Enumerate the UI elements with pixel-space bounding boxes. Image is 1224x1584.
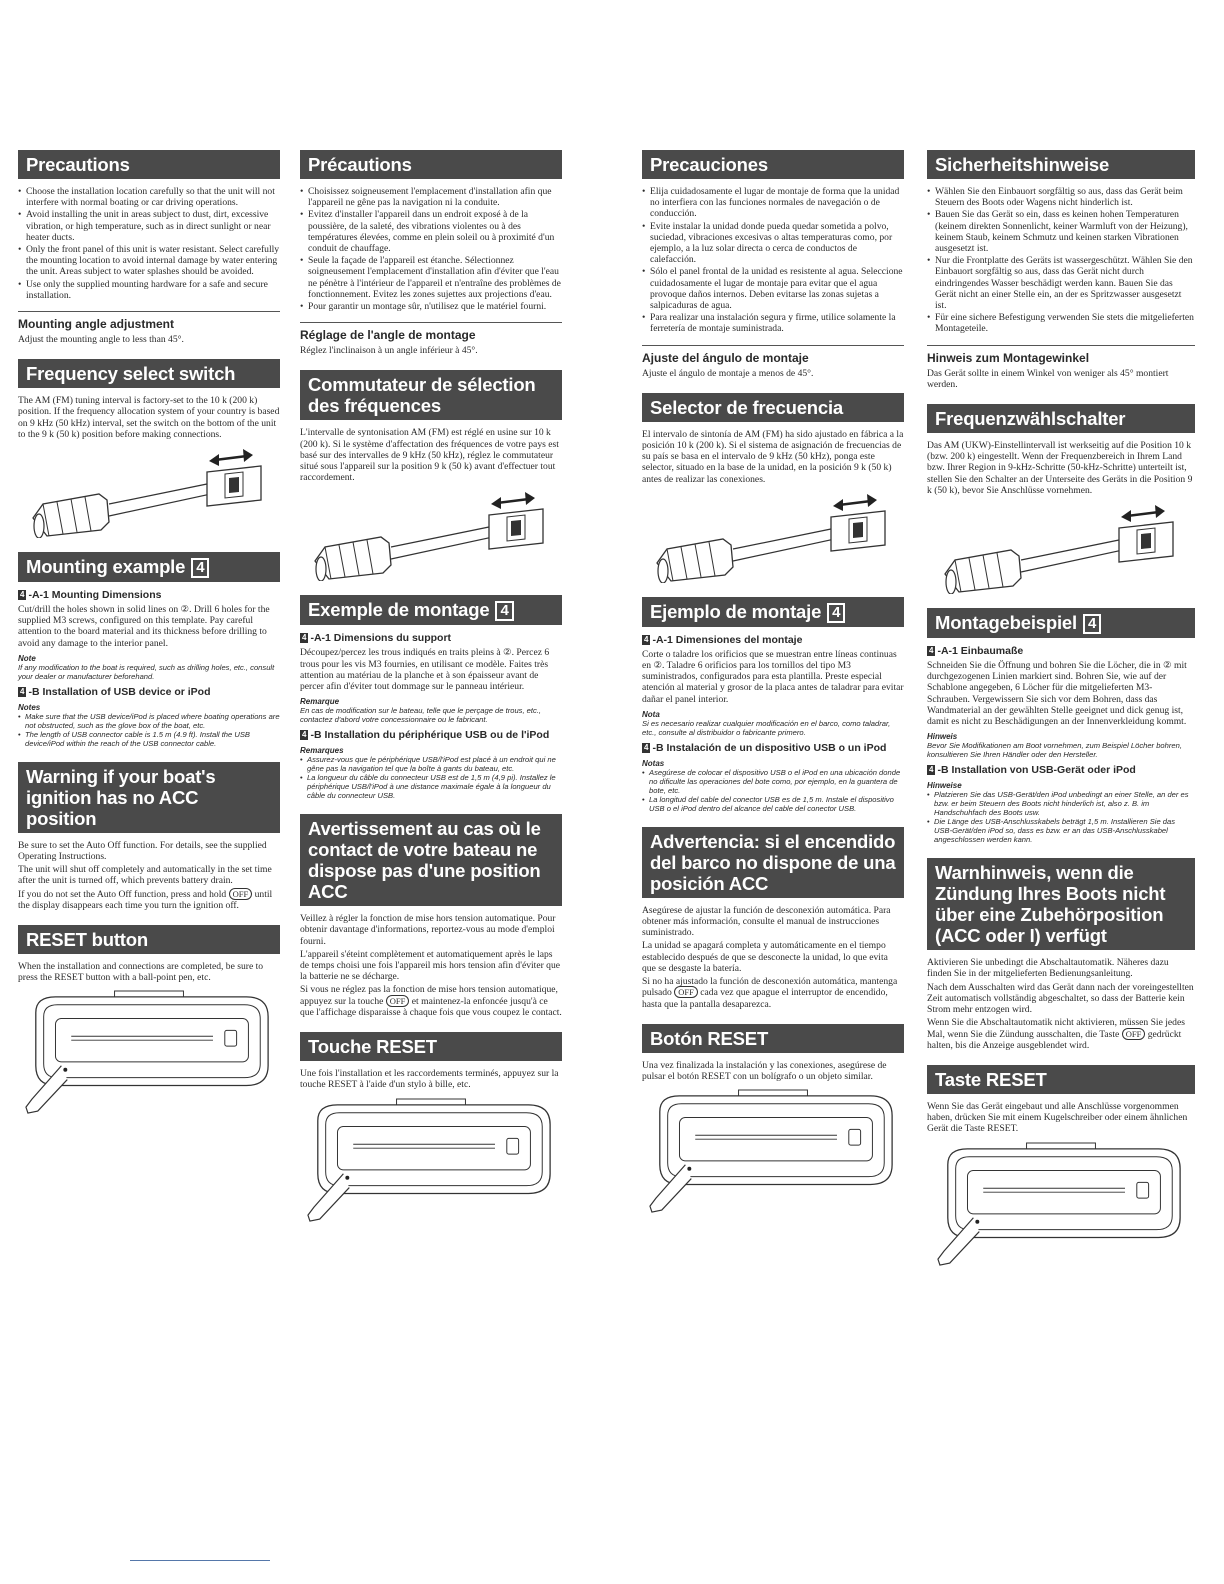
mounting-example-title: Montagebeispiel [935, 612, 1077, 634]
warning-text-part: et maintenez-la enfoncée jusqu'à ce que l'affichage disparaisse à chaque fois que vous coupez le contact. [300, 995, 562, 1018]
figure-tag: 4 [20, 686, 25, 696]
section-header-precautions: Sicherheitshinweise [927, 150, 1195, 179]
subheading-mounting-angle: Mounting angle adjustment [18, 311, 280, 331]
paragraph-dimensions: Découpez/percez les trous indiqués en traits pleins à ②. Percez 6 trous pour les vis M3 fournies, en utilisant ce modèle. Faites très attention au matériau de la planche et à son épaisseur avant de percer afin d'éviter tout dommage sur le panneau intérieur. [300, 647, 550, 693]
warning-text-part: Si no ha ajustado la función de desconexión automática, mantenga pulsado [642, 976, 898, 999]
paragraph-reset: When the installation and connections are completed, be sure to press the RESET button with a ball-point pen, etc. [18, 961, 264, 984]
off-button-symbol: OFF [1122, 1028, 1146, 1040]
figure-tag: 4 [929, 646, 934, 656]
section-header-frequency: Commutateur de sélection des fréquences [300, 370, 562, 420]
notes-label: Remarques [300, 746, 344, 756]
list-item: • Bauen Sie das Gerät so ein, dass es keinen hohen Temperaturen (keinem direkten Sonnenlicht, keiner Warmluft von der Heizung), keinem Staub, keinem Schmutz und keinen starken Vibrationen ausgesetzt ist. [927, 209, 1195, 254]
subheading-id: -A-1 [937, 645, 958, 658]
subheading-mounting-angle: Hinweis zum Montagewinkel [927, 345, 1195, 365]
bottom-rule [130, 1560, 270, 1561]
paragraph-warning-3 [18, 889, 280, 911]
section-header-precautions: Precauciones [642, 150, 904, 179]
list-item: • Use only the supplied mounting hardware for a safe and secure installation. [18, 279, 280, 301]
section-header-frequency: Frequenzwählschalter [927, 404, 1195, 433]
subheading-text: Einbaumaße [960, 645, 1024, 658]
precautions-list [927, 186, 1195, 335]
note-label: Hinweis [927, 732, 958, 742]
figure-tag: 4 [644, 742, 649, 752]
section-header-warning: Warnhinweis, wenn die Zündung Ihres Boots nicht über eine Zubehörposition (ACC oder I) verfügt [927, 858, 1195, 950]
subheading-text: Installation of USB device or iPod [42, 685, 211, 698]
usb-notes-list [642, 768, 904, 813]
subheading-text: Mounting Dimensions [51, 589, 162, 602]
subheading-usb [18, 686, 280, 698]
paragraph-angle: Adjust the mounting angle to less than 45°. [18, 334, 184, 346]
paragraph-warning-1: Aktivieren Sie unbedingt die Abschaltautomatik. Näheres dazu finden Sie in der mitgelieferten Bedienungsanleitung. [927, 957, 1169, 980]
figure-tag: 4 [302, 730, 307, 740]
mounting-example-title: Mounting example [26, 556, 186, 578]
section-header-reset: Taste RESET [927, 1065, 1195, 1094]
subheading-mounting-angle: Ajuste del ángulo de montaje [642, 345, 904, 365]
precautions-list [18, 186, 280, 301]
subheading-mounting-angle: Réglage de l'angle de montage [300, 322, 562, 342]
section-header-warning: Warning if your boat's ignition has no ACC position [18, 762, 280, 833]
list-item: • Avoid installing the unit in areas subject to dust, dirt, excessive vibration, or high temperature, such as in direct sunlight or near heater ducts. [18, 209, 280, 243]
list-item: • Choose the installation location carefully so that the unit will not interfere with normal boating or car driving operations. [18, 186, 280, 208]
paragraph-frequency: L'intervalle de syntonisation AM (FM) est réglé en usine sur 10 k (200 k). Si le système d'affectation des fréquences de votre pays est basé sur des intervalles de 9 kHz (50 kHz), réglez le commutateur situé sous l'appareil sur la position 9 k (50 k) avant d'effectuer tout raccordement. [300, 427, 559, 484]
note-text: En cas de modification sur le bateau, telle que le perçage de trous, etc., contactez d'abord votre concessionnaire ou le fabricant. [300, 706, 542, 725]
off-button-symbol: OFF [674, 986, 698, 998]
subheading-id: -A-1 [28, 589, 49, 602]
section-header-frequency: Frequency select switch [18, 359, 280, 388]
subheading-text: Dimensions du support [333, 632, 452, 645]
mounting-example-title: Ejemplo de montaje [650, 600, 822, 622]
paragraph-warning-3 [927, 1017, 1195, 1051]
list-item: • Make sure that the USB device/iPod is placed where boating operations are not obstructed, such as the glove box of the boat, etc. [18, 712, 280, 730]
paragraph-warning-3 [300, 984, 562, 1018]
list-item: • Die Länge des USB-Anschlusskabels beträgt 1,5 m. Installieren Sie das USB-Gerät/den iPod so, dass es bzw. er an das USB-Anschlusskabel angeschlossen werden kann. [927, 817, 1195, 844]
screwdriver-switch-illustration [941, 502, 1181, 594]
paragraph-angle: Réglez l'inclinaison à un angle inférieur à 45°. [300, 345, 478, 357]
usb-notes-list [18, 712, 280, 748]
section-header-mounting-example [642, 597, 904, 627]
subheading-dimensions [642, 634, 904, 646]
warning-text-part: If you do not set the Auto Off function, press and hold [18, 888, 227, 900]
subheading-usb [300, 729, 562, 741]
subheading-text: Dimensiones del montaje [675, 633, 803, 646]
reset-button-illustration [24, 989, 274, 1115]
off-button-symbol: OFF [229, 888, 253, 900]
subheading-text: Instalación de un dispositivo USB o un iPod [666, 741, 887, 754]
list-item: • Platzieren Sie das USB-Gerät/den iPod unbedingt an einer Stelle, an der es bzw. er beim Steuern des Boots nicht hinderlich ist, also z. B. im Handschuhfach des Boots usw. [927, 790, 1195, 817]
note-text: Bevor Sie Modifikationen am Boot vornehmen, zum Beispiel Löcher bohren, konsultieren Sie Ihren Händler oder den Hersteller. [927, 741, 1182, 760]
section-header-reset: Botón RESET [642, 1024, 904, 1053]
list-item: • Only the front panel of this unit is water resistant. Select carefully the mounting location to avoid internal damage by water entering the unit. Areas subject to water splashes should be avoided. [18, 244, 280, 278]
reset-button-illustration [306, 1097, 556, 1223]
paragraph-angle: Ajuste el ángulo de montaje a menos de 45°. [642, 367, 814, 379]
list-item: • Für eine sichere Befestigung verwenden Sie stets die mitgelieferten Montageteile. [927, 312, 1195, 334]
section-header-reset: Touche RESET [300, 1032, 562, 1061]
figure-number-badge: 4 [827, 603, 845, 623]
section-header-precautions: Precautions [18, 150, 280, 179]
paragraph-warning-2: Nach dem Ausschalten wird das Gerät dann nach der voreingestellten Zeit automatisch vollständig abgeschaltet, so dass der Batterie kein Strom mehr entzogen wird. [927, 981, 1194, 1016]
list-item: • Choisissez soigneusement l'emplacement d'installation afin que l'appareil ne gêne pas la navigation ni la conduite. [300, 186, 562, 208]
paragraph-warning-3 [642, 976, 904, 1010]
precautions-list [300, 186, 562, 312]
paragraph-reset: Wenn Sie das Gerät eingebaut und alle Anschlüsse vorgenommen haben, drücken Sie mit einem Kugelschreiber oder einem ähnlichen Gerät die Taste RESET. [927, 1100, 1188, 1135]
list-item: • Sólo el panel frontal de la unidad es resistente al agua. Seleccione cuidadosamente el lugar de montaje para evitar que el agua provoque daños internos. Deben evitarse las zonas sujetas a salpicaduras de agua. [642, 266, 904, 311]
paragraph-reset: Una vez finalizada la instalación y las conexiones, asegúrese de pulsar el botón RESET con un bolígrafo o un objeto similar. [642, 1059, 887, 1082]
subheading-id: -B [937, 764, 949, 777]
precautions-list [642, 186, 904, 335]
note-label: Nota [642, 709, 660, 719]
paragraph-warning-2: L'appareil s'éteint complètement et automatiquement après le laps de temps choisi une fois l'appareil mis hors tension afin d'éviter que la batterie ne se décharge. [300, 948, 561, 983]
paragraph-dimensions: Cut/drill the holes shown in solid lines on ②. Drill 6 holes for the supplied M3 screws, configured on this template. Pay careful attention to the board material and its thickness before drilling to avoid any damage to the interior panel. [18, 604, 270, 649]
list-item: • Evite instalar la unidad donde pueda quedar sometida a polvo, suciedad, vibraciones excesivas o altas temperaturas como, por ejemplo, a la luz solar directa o cerca de conductos de calefacción. [642, 221, 904, 266]
column-german [927, 150, 1195, 1267]
notes-label: Notas [642, 758, 665, 768]
list-item: • Elija cuidadosamente el lugar de montaje de forma que la unidad no interfiera con las funciones normales de navegación o de conducción. [642, 186, 904, 220]
subheading-id: -B [652, 741, 664, 754]
list-item: • Pour garantir un montage sûr, n'utilisez que le matériel fourni. [300, 301, 562, 312]
list-item: • The length of USB connector cable is 1.5 m (4.9 ft). Install the USB device/iPod within the reach of the USB connector cable. [18, 730, 280, 748]
list-item: • Seule la façade de l'appareil est étanche. Sélectionnez soigneusement l'emplacement d'installation afin d'éviter que l'eau ne pénètre à l'intérieur de l'appareil et n'entraîne des problèmes de fonctionnement. Evitez les zones sujettes aux projections d'eau. [300, 255, 562, 300]
list-item: • Nur die Frontplatte des Geräts ist wassergeschützt. Wählen Sie den Einbauort sorgfältig so aus, dass das Gerät nicht durch eindringendes Wasser beschädigt werden kann. Bauen Sie das Gerät nicht an einer Stelle ein, an der es Spritzwasser ausgesetzt ist. [927, 255, 1195, 311]
figure-number-badge: 4 [495, 601, 513, 621]
paragraph-angle: Das Gerät sollte in einem Winkel von weniger als 45° montiert werden. [927, 367, 1169, 390]
note-text: If any modification to the boat is required, such as drilling holes, etc., consult your dealer or manufacturer beforehand. [18, 662, 275, 681]
section-header-frequency: Selector de frecuencia [642, 393, 904, 422]
off-button-symbol: OFF [386, 995, 410, 1007]
paragraph-frequency: Das AM (UKW)-Einstellintervall ist werkseitig auf die Position 10 k (bzw. 200 k) eingestellt. Wenn der Frequenzbereich in Ihrem Land bzw. Ihrer Region in 9-kHz-Schritte (50-kHz-Schritte) unterteilt ist, stellen Sie den Schalter an der Unterseite des Geräts in die Position 9 k (50 k), bevor Sie Anschlüsse vornehmen. [927, 440, 1193, 496]
paragraph-dimensions: Corte o taladre los orificios que se muestran entre líneas continuas en ②. Taladre 6 orificios para los tornillos del tipo M3 suministrados, configurados para esta plantilla. Preste especial atención al material y grosor de la placa antes de taladrar para evitar dañar el panel interior. [642, 648, 904, 705]
screwdriver-switch-illustration [311, 489, 551, 581]
figure-number-badge: 4 [1083, 614, 1101, 634]
warning-text-part: gedrückt halten, bis die Anzeige ausgeblendet wird. [927, 1028, 1182, 1051]
list-item: • Wählen Sie den Einbauort sorgfältig so aus, dass das Gerät beim Steuern des Boots oder Wagens nicht hinderlich ist. [927, 186, 1195, 208]
section-header-warning: Advertencia: si el encendido del barco no dispone de una posición ACC [642, 827, 904, 898]
screwdriver-switch-illustration [29, 446, 269, 538]
list-item: • Asegúrese de colocar el dispositivo USB o el iPod en una ubicación donde no dificulte las operaciones del bote como, por ejemplo, en la guantera de bote, etc. [642, 768, 904, 795]
section-header-precautions: Précautions [300, 150, 562, 179]
paragraph-dimensions: Schneiden Sie die Öffnung und bohren Sie die Löcher, die in ② mit durchgezogenen Linien markiert sind. Bohren Sie, wie auf der Schablone angegeben, 6 Löcher für die mitgelieferten M3-Schrauben. Vergewissern Sie sich vor dem Bohren, dass das Wandmaterial an der gewählten Stelle geeignet und dick genug ist, damit es nicht zu Beschädigungen an der Innenverkleidung kommt. [927, 660, 1187, 728]
section-header-warning: Avertissement au cas où le contact de votre bateau ne dispose pas d'une position ACC [300, 814, 562, 906]
subheading-dimensions [18, 589, 280, 601]
usb-notes-list [300, 755, 562, 800]
paragraph-warning-1: Asegúrese de ajustar la función de desconexión automática. Para obtener más información, consulte el manual de instrucciones suministrado. [642, 904, 891, 939]
column-french [300, 150, 562, 1223]
paragraph-frequency: El intervalo de sintonía de AM (FM) ha sido ajustado en fábrica a la posición 10 k (200 k). Si el sistema de asignación de frecuencias de su país se basa en el intervalo de 9 kHz (50 kHz), ponga este selector, situado en la base de la unidad, en la posición 9 k (50 k) antes de realizar las conexiones. [642, 428, 904, 485]
warning-text-part: cada vez que apague el interruptor de encendido, hasta que la pantalla desaparezca. [642, 987, 888, 1010]
list-item: • La longitud del cable del conector USB es de 1,5 m. Instale el dispositivo USB o el iPod dentro del alcance del cable del conector USB. [642, 795, 904, 813]
section-header-mounting-example [300, 595, 562, 625]
paragraph-warning-2: The unit will shut off completely and automatically in the set time after the unit is turned off, which prevents battery drain. [18, 864, 272, 887]
paragraph-warning-1: Be sure to set the Auto Off function. For details, see the supplied Operating Instructions. [18, 839, 267, 863]
list-item: • Assurez-vous que le périphérique USB/l'iPod est placé à un endroit qui ne gêne pas la navigation tel que la boîte à gants du bateau, etc. [300, 755, 562, 773]
column-english [18, 150, 280, 1115]
screwdriver-switch-illustration [653, 491, 893, 583]
figure-tag: 4 [929, 765, 934, 775]
subheading-dimensions [927, 645, 1195, 657]
list-item: • Evitez d'installer l'appareil dans un endroit exposé à de la poussière, de la saleté, des vibrations violentes ou à des températures élevées, comme en plein soleil ou à proximité d'un conduit de chauffage. [300, 209, 562, 254]
reset-button-illustration [936, 1141, 1186, 1267]
note-text: Si es necesario realizar cualquier modificación en el barco, como taladrar, etc., consulte al distribuidor o fabricante primero. [642, 718, 891, 737]
section-header-reset: RESET button [18, 925, 280, 954]
subheading-id: -A-1 [310, 632, 331, 645]
notes-label: Hinweise [927, 781, 962, 791]
warning-text-part: Wenn Sie die Abschaltautomatik nicht aktivieren, müssen Sie jedes Mal, wenn Sie die Zündung ausschalten, die Taste [927, 1017, 1185, 1040]
subheading-id: -B [310, 729, 322, 742]
figure-number-badge: 4 [191, 558, 209, 578]
list-item: • La longueur du câble du connecteur USB est de 1,5 m (4,9 pi). Installez le périphérique USB/l'iPod à une distance maximale égale à la longueur du câble du connecteur USB. [300, 773, 562, 800]
figure-tag: 4 [644, 634, 649, 644]
section-header-mounting-example [927, 608, 1195, 638]
notes-label: Notes [18, 702, 41, 712]
reset-button-illustration [648, 1088, 898, 1214]
note-label: Note [18, 653, 36, 663]
mounting-example-title: Exemple de montage [308, 599, 490, 621]
warning-text-part: until the display disappears each time you turn the ignition off. [18, 888, 273, 911]
figure-tag: 4 [302, 633, 307, 643]
subheading-usb [642, 742, 904, 754]
usb-notes-list [927, 790, 1195, 844]
figure-tag: 4 [20, 590, 25, 600]
paragraph-frequency: The AM (FM) tuning interval is factory-set to the 10 k (200 k) position. If the frequency allocation system of your country is based on 9 kHz (50 kHz) interval, set the switch on the bottom of the unit to the 9 k (50 k) position before making connections. [18, 395, 280, 440]
subheading-id: -A-1 [652, 633, 673, 646]
warning-text-part: Si vous ne réglez pas la fonction de mise hors tension automatique, appuyez sur la touche [300, 984, 558, 1007]
paragraph-warning-1: Veillez à régler la fonction de mise hors tension automatique. Pour obtenir davantage d'informations, reportez-vous au mode d'emploi fourni. [300, 913, 556, 947]
list-item: • Para realizar una instalación segura y firme, utilice solamente la ferretería de montaje suministrada. [642, 312, 904, 334]
subheading-usb [927, 764, 1195, 776]
paragraph-warning-2: La unidad se apagará completa y automáticamente en el tiempo establecido después de que se desconecte la unidad, lo que evita que se desgaste la batería. [642, 940, 888, 974]
subheading-text: Installation du périphérique USB ou de l'iPod [324, 729, 550, 742]
subheading-id: -B [28, 685, 40, 698]
paragraph-reset: Une fois l'installation et les raccordements terminés, appuyez sur la touche RESET à l'aide d'un stylo à bille, etc. [300, 1068, 559, 1091]
subheading-dimensions [300, 632, 562, 644]
subheading-text: Installation von USB-Gerät oder iPod [951, 764, 1136, 777]
note-label: Remarque [300, 697, 340, 707]
section-header-mounting-example [18, 552, 280, 582]
column-spanish [642, 150, 904, 1214]
